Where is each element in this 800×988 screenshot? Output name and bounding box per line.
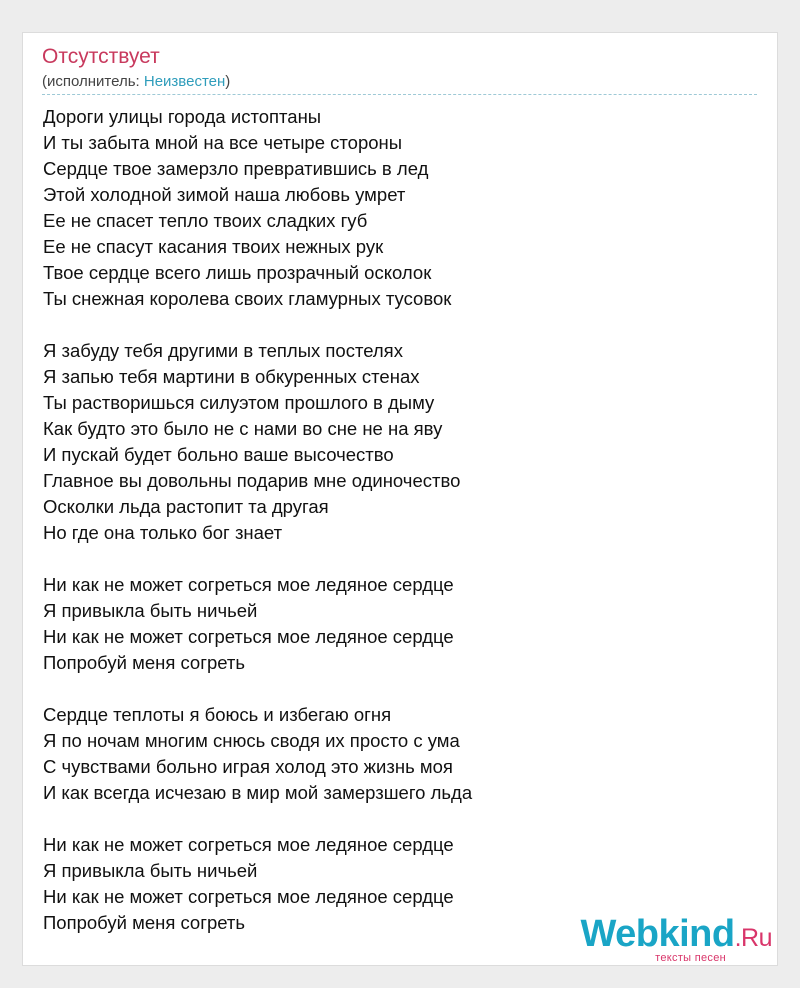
lyric-line: С чувствами больно играя холод это жизнь моя	[43, 756, 453, 777]
lyric-line: Ты растворишься силуэтом прошлого в дыму	[43, 392, 435, 413]
logo-name: Webkind	[580, 913, 735, 955]
lyric-line: Ни как не может согреться мое ледяное сердце	[43, 574, 454, 595]
lyric-line: Дороги улицы города истоптаны	[43, 106, 322, 127]
lyric-line: Я забуду тебя другими в теплых постелях	[43, 340, 403, 361]
lyric-line: Ни как не может согреться мое ледяное сердце	[43, 834, 454, 855]
lyric-line: Твое сердце всего лишь прозрачный осколок	[43, 262, 432, 283]
artist-link[interactable]: Неизвестен	[143, 73, 226, 90]
stanza	[43, 572, 763, 676]
lyric-line: Осколки льда растопит та другая	[43, 496, 329, 517]
lyric-line: Попробуй меня согреть	[43, 912, 246, 933]
lyric-line: Я привыкла быть ничьей	[43, 600, 258, 621]
stanza	[43, 338, 763, 546]
song-title: Отсутствует	[42, 45, 160, 68]
lyric-line: И пускай будет больно ваше высочество	[43, 444, 394, 465]
artist-suffix: )	[225, 73, 231, 90]
stanza	[43, 104, 763, 312]
artist-prefix: (исполнитель:	[42, 73, 144, 90]
stanza	[43, 702, 763, 806]
lyric-line: Попробуй меня согреть	[43, 652, 246, 673]
lyric-line: Главное вы довольны подарив мне одиночество	[43, 470, 461, 491]
lyric-line: Я запью тебя мартини в обкуренных стенах	[43, 366, 420, 387]
lyric-line: И ты забыта мной на все четыре стороны	[43, 132, 403, 153]
lyric-line: Я по ночам многим снюсь сводя их просто с ума	[43, 730, 460, 751]
lyric-line: Ни как не может согреться мое ледяное сердце	[43, 626, 454, 647]
title-divider	[42, 94, 757, 95]
lyric-line: Ее не спасут касания твоих нежных рук	[43, 236, 384, 257]
lyric-line: Ни как не может согреться мое ледяное сердце	[43, 886, 454, 907]
lyrics-body	[43, 104, 763, 962]
lyrics-card	[22, 32, 778, 966]
artist-line	[42, 73, 230, 91]
logo-tagline: тексты песен	[655, 952, 726, 964]
lyric-line: Как будто это было не с нами во сне не на яву	[43, 418, 443, 439]
lyric-line: Но где она только бог знает	[43, 522, 283, 543]
logo-tld: .Ru	[734, 924, 772, 952]
lyric-line: Ты снежная королева своих гламурных тусовок	[43, 288, 452, 309]
lyric-line: Сердце твое замерзло превратившись в лед	[43, 158, 429, 179]
lyric-line: Сердце теплоты я боюсь и избегаю огня	[43, 704, 392, 725]
lyric-line: Этой холодной зимой наша любовь умрет	[43, 184, 406, 205]
lyric-line: И как всегда исчезаю в мир мой замерзшего льда	[43, 782, 473, 803]
lyric-line: Я привыкла быть ничьей	[43, 860, 258, 881]
lyric-line: Ее не спасет тепло твоих сладких губ	[43, 210, 368, 231]
webkind-logo[interactable]	[572, 914, 772, 966]
